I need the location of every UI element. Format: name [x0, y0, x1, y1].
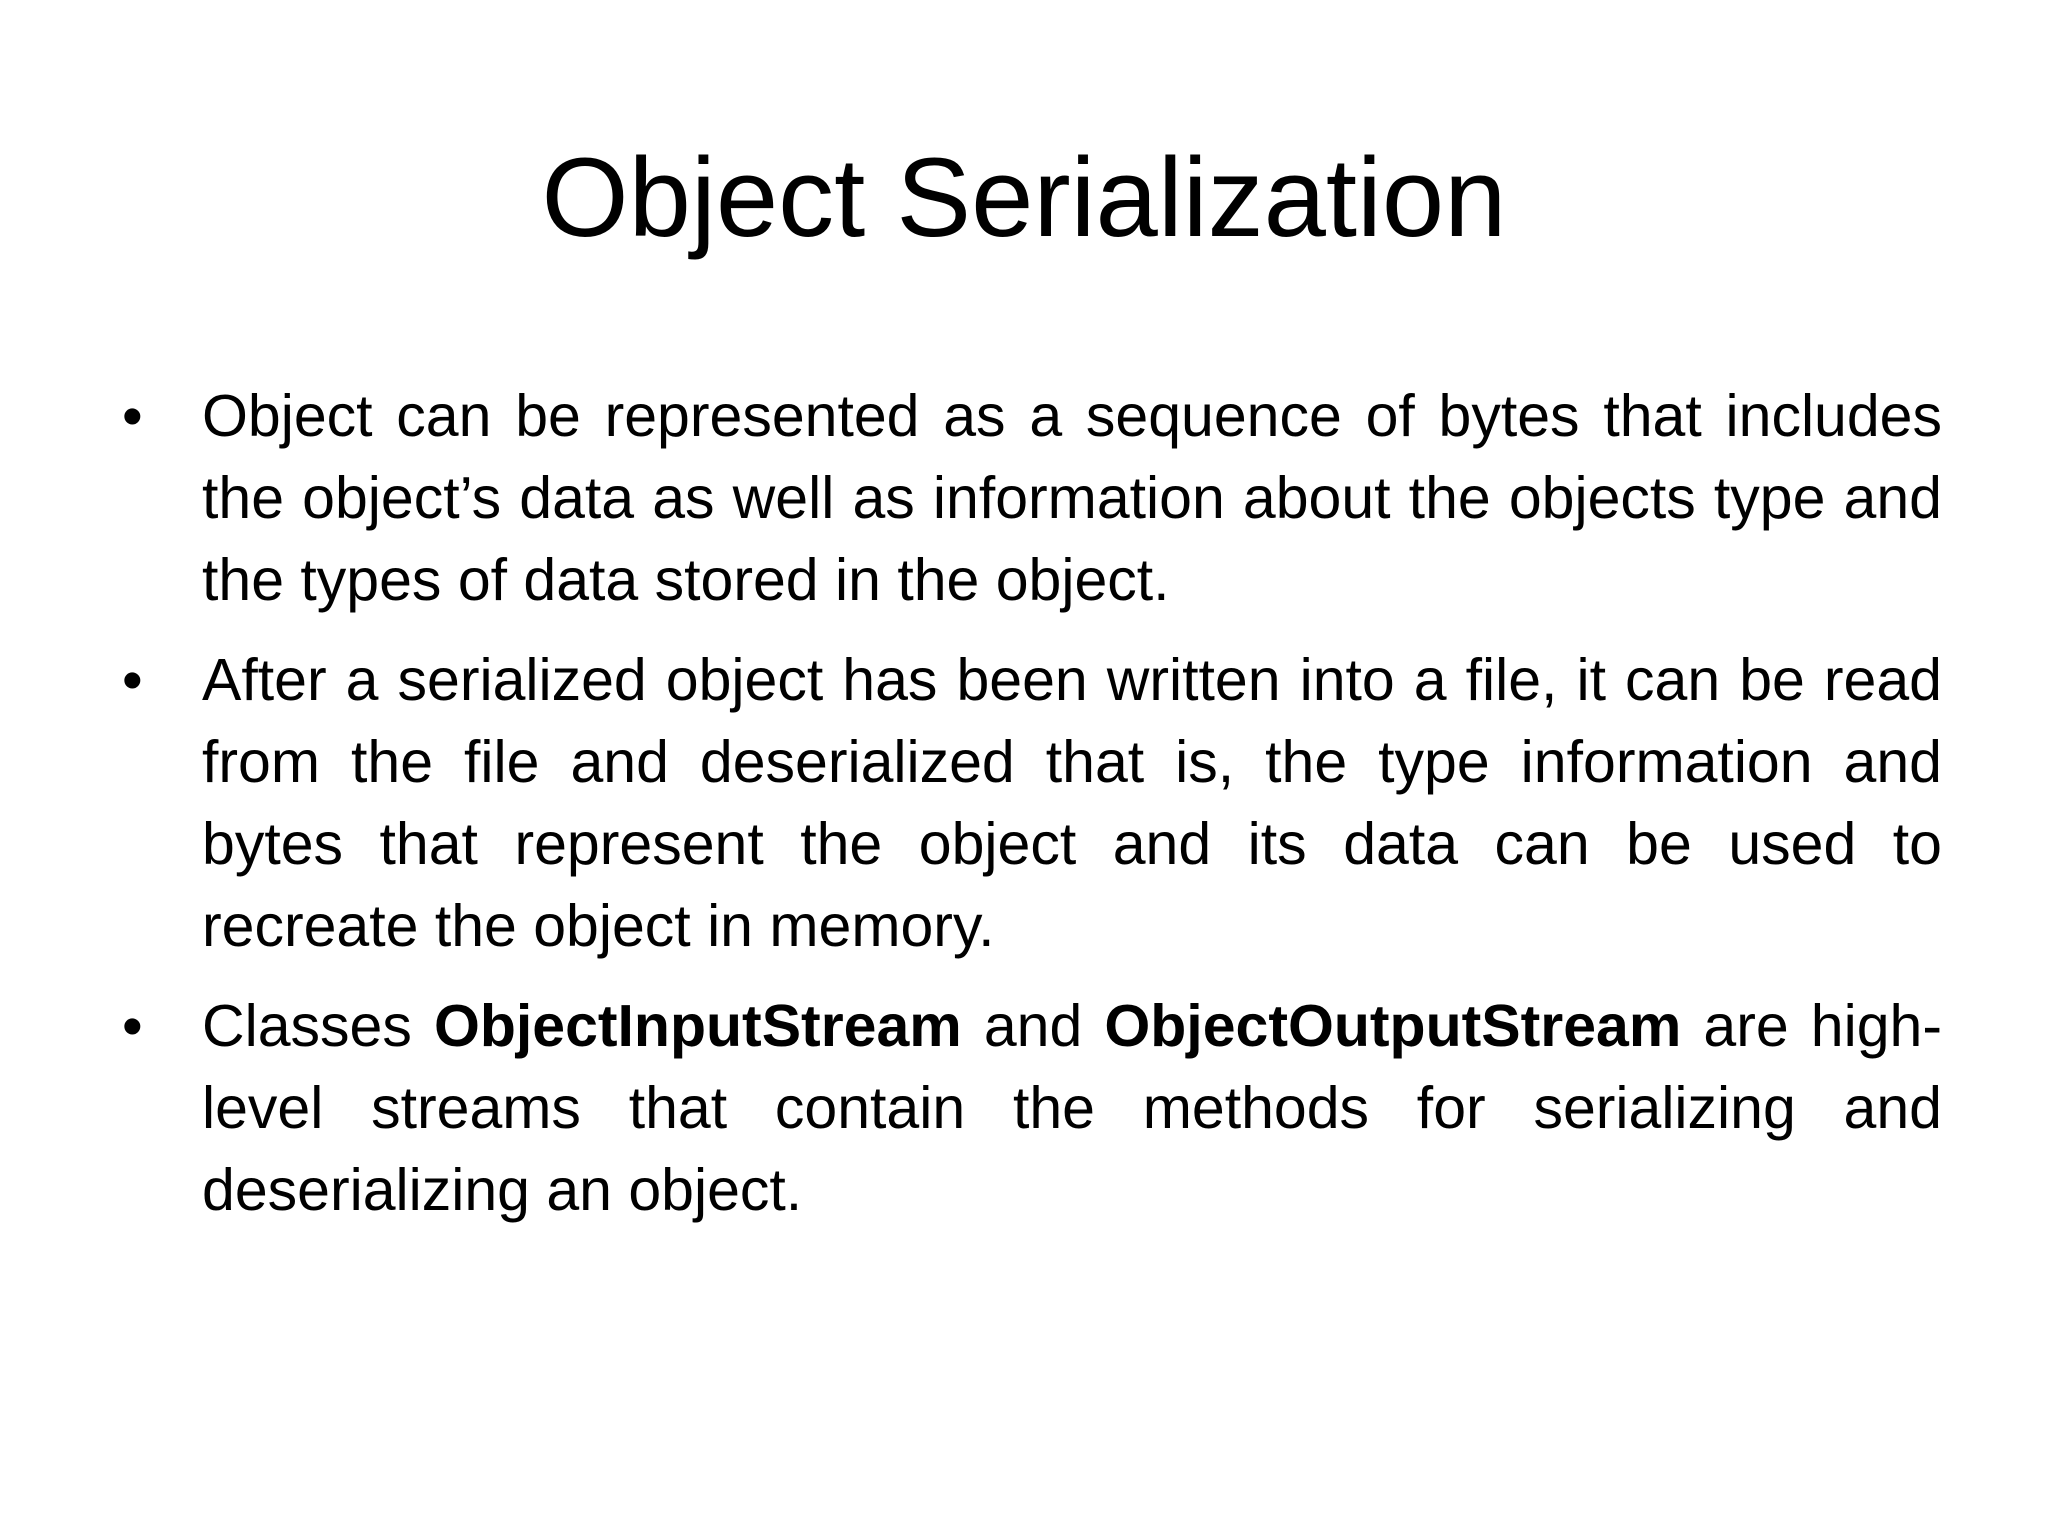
bullet-text-1: Object can be represented as a sequence of bytes that includes the object’s data as well as information about the objects type and the types of data stored in the object.	[202, 383, 1942, 613]
slide-title: Object Serialization	[541, 135, 1507, 260]
bullet-text-2: After a serialized object has been written into a file, it can be read from the file and deserialized that is, the type information and bytes that represent the object and its data can be used to recreate the object in memory.	[202, 647, 1942, 959]
bullet-icon: •	[122, 993, 143, 1059]
bullet-text-3	[202, 985, 1942, 1231]
bullet-icon: •	[122, 383, 143, 449]
bullet-item-2	[112, 639, 1942, 967]
bullet-text-3-part-1: Classes	[202, 993, 434, 1059]
bullet-icon: •	[122, 647, 143, 713]
bullet-item-3	[112, 985, 1942, 1231]
class-name-object-input-stream: ObjectInputStream	[433, 993, 962, 1059]
bullet-text-3-part-3: are high-level streams that contain the methods for serializing and deserializing an object.	[202, 993, 1942, 1223]
bullet-item-1	[112, 375, 1942, 621]
class-name-object-output-stream: ObjectOutputStream	[1104, 993, 1682, 1059]
bullet-list	[112, 375, 1942, 1249]
bullet-text-3-part-2: and	[961, 993, 1105, 1059]
